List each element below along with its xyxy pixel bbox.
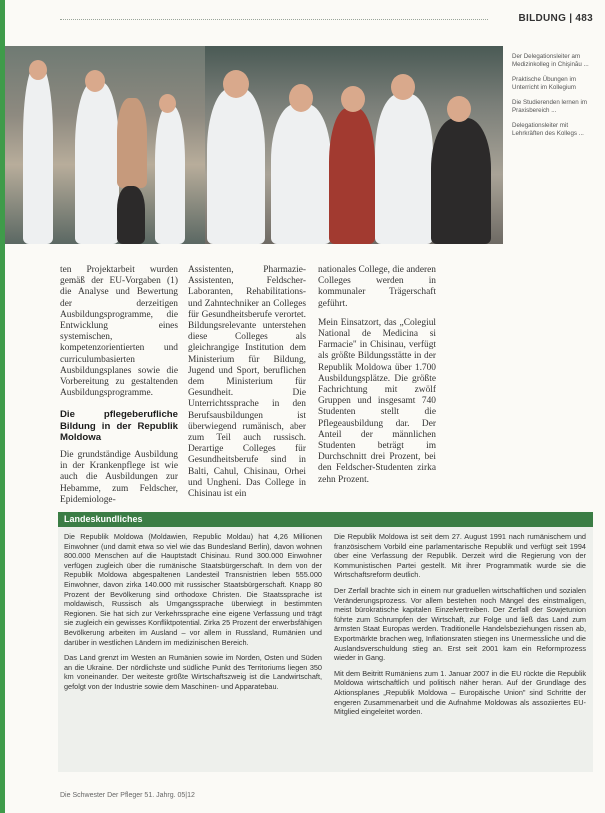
- paragraph: Die Republik Moldowa ist seit dem 27. August 1991 nach rumänischem und französischem Vorbild eine parlamentarische Republik und verfügt seit 1994 über eine Verfassung der Republik. Derzeit wird die Regierung von der Kommunistischen Partei gestellt. Mit ihrer Programmatik wurde sie die Wirtschaftsreform deutlich.: [334, 532, 586, 580]
- info-box-title: Landeskundliches: [58, 512, 593, 527]
- text-column-3: [318, 265, 436, 494]
- text-column-2: [188, 265, 306, 508]
- paragraph: Der Zerfall brachte sich in einem nur graduellen wirtschaftlichen und sozialen Veränderungsprozess. Vor allem bestehen noch Mängel des einstmaligen, meist bürokratische kapitalen Einzelvertreiben. Der Zerfall der Sowjetunion führte zum Schrumpfen der Wirtschaft, zur Folge und ließ das Land zum ärmsten Staat Europas werden. Traditionelle Handelsbeziehungen rissen ab, Exportmärkte brachen weg, Inflationsraten stiegen ins Unermessliche und die Auslandsverschuldung stieg an. Erst seit 2001 kam ein Reformprozess wieder in Gang.: [334, 585, 586, 663]
- paragraph: Mit dem Beitritt Rumäniens zum 1. Januar 2007 in die EU rückte die Republik Moldowa wirtschaftlich und politisch näher heran. Auf der Grundlage des Aktionsplanes „Republik Moldowa – Europäische Union" sind Schritte der engeren Zusammenarbeit und die Aufnahme Moldowas als assoziiertes EU-Mitglied eingeleitet worden.: [334, 668, 586, 717]
- paragraph: Die grundständige Ausbildung in der Krankenpflege ist wie auch die Ausbildungen zur Hebamme, zum Feldscher, Epidemiologe-: [60, 449, 178, 505]
- caption: Delegationsleiter mit Lehrkräften des Kollegs ...: [512, 122, 584, 137]
- running-head: BILDUNG | 483: [518, 13, 593, 24]
- header-rule: [60, 19, 488, 20]
- page-footer: Die Schwester Der Pfleger 51. Jahrg. 05|12: [60, 792, 195, 799]
- paragraph: Assistenten, Pharmazie-Assistenten, Feldscher-Laboranten, Rehabilitations- und Zahntechniker an Colleges für Gesundheitsberufe verortet. Bildungsrelevante unterstehen diese Colleges als gleichrangige Institution dem Ministerium für Bildung, Jugend und Sport, beruflichen dem Ministerium für Gesundheit. Die Unterrichtssprache in den Berufsausbildungen ist überwiegend rumänisch, aber zum Teil auch russisch. Derartige Colleges für Gesundheitsberufe sind in Balti, Cahul, Chisinau, Orhei und Ungheni. Das College in Chisinau ist ein: [188, 265, 306, 500]
- photo-group-delegation: [205, 46, 503, 244]
- info-box: [58, 512, 593, 772]
- section-heading: Die pflegeberufliche Bildung in der Republik Moldowa: [60, 409, 178, 444]
- paragraph: Mein Einsatzort, das „Colegiul National de Medicina si Farmacie" in Chisinau, verfügt als größte Bildungsstätte in der Republik Moldowa über 1.700 Ausbildungsplätze. Die größte Fachrichtung mit zwölf Gruppen und insgesamt 740 Studenten stellt die Pflegeausbildung dar. Der Anteil der männlichen Studenten beträgt im Durchschnitt drei Prozent, bei den Feldscher-Studenten zirka zehn Prozent.: [318, 317, 436, 485]
- photo-practical-training: [5, 46, 205, 244]
- info-box-column-2: [334, 532, 586, 723]
- caption: Praktische Übungen im Unterricht im Kollegium: [512, 76, 576, 91]
- caption: Die Studierenden lernen im Praxisbereich ...: [512, 99, 587, 114]
- paragraph: Das Land grenzt im Westen an Rumänien sowie im Norden, Osten und Süden an die Ukraine. Der nördlichste und südliche Punkt des Territoriums liegen 350 km voneinander. Der weiteste größte Wirtschaftszweig ist die Landwirtschaft, gefolgt von der Industrie sowie dem Maschinen- und Apparatebau.: [64, 653, 322, 691]
- paragraph: nationales College, die anderen Colleges werden in kommunaler Trägerschaft geführt.: [318, 265, 436, 309]
- photo-captions: [512, 53, 592, 145]
- caption: Der Delegationsleiter am Medizinkolleg in Chişinău ...: [512, 53, 589, 68]
- text-column-1: [60, 265, 178, 514]
- info-box-column-1: [64, 532, 322, 698]
- paragraph: ten Projektarbeit wurden gemäß der EU-Vorgaben (1) die Analyse und Bewertung der derzeitigen Ausbildungsprogramme, die Entwicklung eines systemischen, kompetenzorientierten und curriculumbasierten Ausbildungsplanes sowie die Vorbereitung zu gestaltenden Ausbildungsprogramme.: [60, 265, 178, 399]
- paragraph: Die Republik Moldowa (Moldawien, Republic Moldau) hat 4,26 Millionen Einwohner (und damit etwa so viel wie das Bundesland Berlin), davon wohnen 800.000 Menschen auf die Hauptstadt Chisinau. Rund 300.000 Einwohner verfügen zugleich über die rumänische Staatsbürgerschaft. In dem von der Republik Moldowa abgespaltenen Landesteil Transnistrien leben 555.000 Einwohner, davon zirka 140.000 mit russischer Staatsbürgerschaft. Knapp 80 Prozent der Bevölkerung sind orthodoxe Christen. Die Staatssprache ist moldawisch, Russisch als Umgangssprache überwiegt in bestimmten Regionen. Sie hat sich zur Verkehrssprache eine eigene Verfassung und trägt sie zugleich ein gewisses Konfliktpotential. Zirka 25 Prozent der erwerbsfähigen Bevölkerung arbeiten im Ausland – vor allem in Russland, Rumänien und darüber in westlichen Ländern im medizinischen Bereich.: [64, 532, 322, 647]
